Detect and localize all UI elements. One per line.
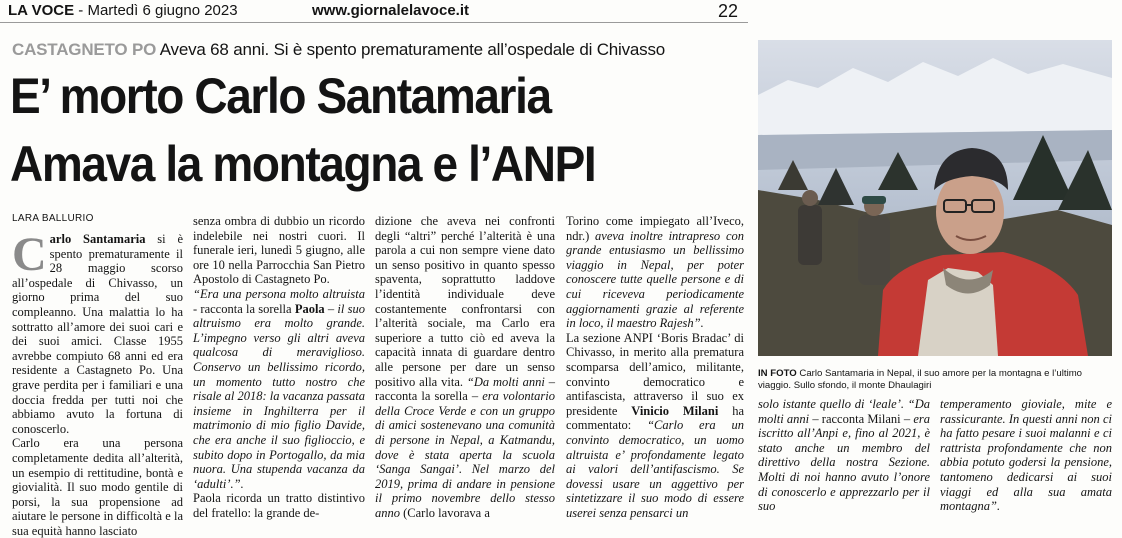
column-5-quote-1: “Da molti anni bbox=[758, 397, 930, 426]
article-column-3 bbox=[375, 214, 555, 520]
top-rule bbox=[0, 22, 748, 23]
article-photo bbox=[758, 40, 1112, 356]
issue-date: - Martedì 6 giugno 2023 bbox=[78, 2, 238, 19]
article-column-1 bbox=[12, 228, 183, 538]
column-3-quote-1: “Da molti anni bbox=[463, 374, 545, 389]
article-column-6 bbox=[940, 397, 1112, 514]
photo-caption bbox=[758, 368, 1112, 392]
name-paola: Paola bbox=[294, 301, 325, 316]
column-4-quote-2: “Carlo era un convinto democratico, un uomo altruista e’ profondamente legato ai valori dell’antifascismo. Se dovessi usare un aggettivo per sintetizzare il suo modo di essere userei senza pensarci un bbox=[566, 418, 744, 520]
subject-name: arlo Santamaria bbox=[49, 232, 146, 246]
name-vinicio-milani: Vinicio Milani bbox=[631, 403, 719, 418]
column-4-text-a: Torino come impiegato all’Iveco, ndr.) bbox=[566, 214, 744, 243]
column-2-text-b: Paola ricorda un tratto distintivo del fratello: la grande de- bbox=[193, 491, 365, 520]
column-5-quote-2: era iscritto all’Anpi e, fino al 2021, è stato anche un membro del direttivo della nostra Sezione. Molti di noi hanno avuto l’onore di conoscerlo e apprezzarlo per il suo bbox=[758, 411, 930, 514]
column-5-text-a: solo istante quello di ‘leale’. bbox=[758, 397, 904, 411]
website-url: www.giornalelavoce.it bbox=[312, 2, 469, 19]
column-5-attribution: – racconta Milani – bbox=[809, 411, 914, 426]
page-number: 22 bbox=[718, 1, 739, 21]
byline: LARA BALLURIO bbox=[12, 213, 94, 224]
kicker bbox=[12, 40, 665, 60]
column-1-text-b: Carlo era una persona completamente dedita all’alterità, un esempio di rettitudine, bontà e giovialità. Il suo modo gentile di porsi, la sua propensione ad aiutare le persone in difficoltà e la sua equità hanno lasciato bbox=[12, 436, 183, 538]
column-3-end: (Carlo lavorava a bbox=[400, 505, 490, 520]
kicker-place: CASTAGNETO PO bbox=[12, 40, 157, 59]
column-4-text-c: ha commentato: bbox=[566, 403, 744, 433]
column-4-text-b: La sezione ANPI ‘Boris Bradac’ di Chivasso, in merito alla prematura scomparsa dell’amico, militante, convinto democratico e antifascista, attraverso il suo ex presidente bbox=[566, 330, 744, 418]
column-2-attribution: - racconta la sorella bbox=[193, 301, 295, 316]
column-6-quote: temperamento gioviale, mite e rassicurante. In questi anni non ci ha fatto pesare i suoi malanni e ci rattrista profondamente che non abbia potuto godersi la pensione, tantomeno dedicarsi ai suoi viaggi ed alla sua amata montagna”. bbox=[940, 397, 1112, 514]
column-4-quote-1: aveva inoltre intrapreso con grande entusiasmo un bellissimo viaggio in Nepal, per poter conoscere tutte quelle persone e di cui riceveva periodicamente aggiornamenti grazie al referente in loco, il maestro Rajesh”. bbox=[566, 228, 744, 331]
column-2-quote-2: – il suo altruismo era molto grande. L’impegno verso gli altri aveva qualcosa di meraviglioso. Conservo un bellissimo ricordo, un momento tutto nostro che risale al 2018: la vacanza passata insieme in Inghilterra per il matrimonio di mio figlio Davide, che era anche il suo figlioccio, e subito dopo in Portogallo, da mia nuora. Una stupenda vacanza da ‘adulti’.”. bbox=[193, 301, 365, 491]
drop-cap: C bbox=[12, 228, 47, 281]
column-3-text-a: dizione che aveva nei confronti degli “altri” perché l’alterità è una parola a cui non sempre viene dato un senso positivo in quanto spesso spaventa, soprattutto laddove l’identità individuale deve costantemente confrontarsi con l’alterità sociale, ma Carlo era superiore a tutto ciò ed aveva la capacità innata di guardare dentro alle persone per dare un senso positivo alla vita. bbox=[375, 214, 555, 389]
kicker-text: Aveva 68 anni. Si è spento prematuramente all’ospedale di Chivasso bbox=[156, 40, 666, 59]
caption-text: Carlo Santamaria in Nepal, il suo amore per la montagna e l’ultimo viaggio. Sullo sfondo, il monte Dhaulagiri bbox=[758, 368, 1083, 391]
caption-label: IN FOTO bbox=[758, 368, 797, 379]
article-column-5 bbox=[758, 397, 930, 514]
column-1-text-a: si è spento prematuramente il 28 maggio scorso all’ospedale di Chivasso, un giorno prima del suo compleanno. Una malattia lo ha sottratto all’amore dei suoi cari e dei suoi amici. Classe 1955 avrebbe compiuto 68 anni ed era residente a Castagneto Po. Una grave perdita per i familiari e una doccia fredda per tutti noi che abbiamo avuto la fortuna di conoscerlo. bbox=[12, 232, 183, 436]
photo-illustration bbox=[758, 40, 1112, 356]
article-column-4 bbox=[566, 214, 744, 520]
headline-line-2: Amava la montagna e l’ANPI bbox=[10, 136, 596, 192]
paper-name: LA VOCE bbox=[8, 2, 75, 19]
headline-line-1: E’ morto Carlo Santamaria bbox=[10, 68, 551, 124]
column-2-text-a: senza ombra di dubbio un ricordo indelebile nei nostri cuori. Il funerale ieri, lunedì 5 giugno, alle ore 10 nella Parrocchia San Pietro Apostolo di Castagneto Po. bbox=[193, 214, 365, 287]
column-2-quote-1: “Era una persona molto altruista bbox=[193, 286, 365, 301]
column-3-quote-2: era volontario della Croce Verde e con un gruppo di amici sostenevano una comunità di persone in Nepal, a Katmandu, dove è stata aperta la scuola ‘Sanga Sangai’. Nel marzo del 2019, prima di andare in pensione il primo novembre dello stesso anno bbox=[375, 389, 555, 520]
column-3-attribution: – racconta la sorella – bbox=[375, 374, 555, 404]
article-column-2 bbox=[193, 214, 365, 520]
